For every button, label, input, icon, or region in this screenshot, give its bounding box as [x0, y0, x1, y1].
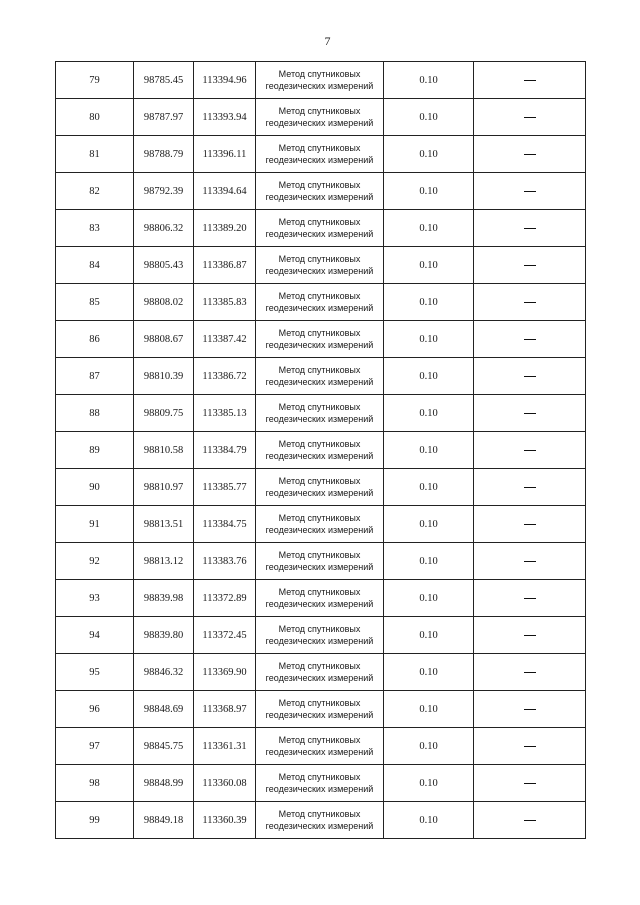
method-line-1: Метод спутниковых — [278, 365, 361, 375]
method-cell — [256, 765, 384, 802]
y-coordinate-cell: 113372.45 — [194, 617, 256, 654]
dash-mark — [524, 265, 536, 266]
method-line-2: геодезических измерений — [265, 562, 374, 572]
extra-cell — [474, 617, 586, 654]
point-number-cell: 82 — [56, 173, 134, 210]
method-line-1: Метод спутниковых — [278, 513, 361, 523]
x-coordinate-cell: 98810.97 — [134, 469, 194, 506]
accuracy-cell: 0.10 — [384, 358, 474, 395]
method-line-2: геодезических измерений — [265, 821, 374, 831]
method-cell — [256, 802, 384, 839]
extra-cell — [474, 728, 586, 765]
method-line-2: геодезических измерений — [265, 81, 374, 91]
table-row — [56, 691, 586, 728]
extra-cell — [474, 580, 586, 617]
point-number-cell: 94 — [56, 617, 134, 654]
point-number-cell: 96 — [56, 691, 134, 728]
x-coordinate-cell: 98839.80 — [134, 617, 194, 654]
x-coordinate-cell: 98845.75 — [134, 728, 194, 765]
extra-cell — [474, 469, 586, 506]
x-coordinate-cell: 98846.32 — [134, 654, 194, 691]
table-row — [56, 506, 586, 543]
method-cell — [256, 654, 384, 691]
method-line-1: Метод спутниковых — [278, 698, 361, 708]
y-coordinate-cell: 113372.89 — [194, 580, 256, 617]
y-coordinate-cell: 113368.97 — [194, 691, 256, 728]
extra-cell — [474, 358, 586, 395]
dash-mark — [524, 450, 536, 451]
accuracy-cell: 0.10 — [384, 543, 474, 580]
table-row — [56, 802, 586, 839]
y-coordinate-cell: 113393.94 — [194, 99, 256, 136]
method-cell — [256, 691, 384, 728]
point-number-cell: 86 — [56, 321, 134, 358]
method-line-2: геодезических измерений — [265, 118, 374, 128]
accuracy-cell: 0.10 — [384, 321, 474, 358]
method-line-1: Метод спутниковых — [278, 69, 361, 79]
table-row — [56, 432, 586, 469]
method-line-1: Метод спутниковых — [278, 735, 361, 745]
method-line-1: Метод спутниковых — [278, 217, 361, 227]
y-coordinate-cell: 113361.31 — [194, 728, 256, 765]
accuracy-cell: 0.10 — [384, 802, 474, 839]
y-coordinate-cell: 113384.75 — [194, 506, 256, 543]
method-line-1: Метод спутниковых — [278, 476, 361, 486]
method-cell — [256, 284, 384, 321]
extra-cell — [474, 210, 586, 247]
y-coordinate-cell: 113360.39 — [194, 802, 256, 839]
dash-mark — [524, 746, 536, 747]
y-coordinate-cell: 113360.08 — [194, 765, 256, 802]
method-line-1: Метод спутниковых — [278, 661, 361, 671]
extra-cell — [474, 321, 586, 358]
accuracy-cell: 0.10 — [384, 432, 474, 469]
point-number-cell: 84 — [56, 247, 134, 284]
extra-cell — [474, 395, 586, 432]
dash-mark — [524, 117, 536, 118]
table-row — [56, 173, 586, 210]
y-coordinate-cell: 113385.77 — [194, 469, 256, 506]
y-coordinate-cell: 113386.72 — [194, 358, 256, 395]
extra-cell — [474, 173, 586, 210]
y-coordinate-cell: 113383.76 — [194, 543, 256, 580]
x-coordinate-cell: 98813.12 — [134, 543, 194, 580]
point-number-cell: 93 — [56, 580, 134, 617]
method-line-1: Метод спутниковых — [278, 106, 361, 116]
method-line-1: Метод спутниковых — [278, 402, 361, 412]
accuracy-cell: 0.10 — [384, 173, 474, 210]
method-line-2: геодезических измерений — [265, 266, 374, 276]
extra-cell — [474, 136, 586, 173]
accuracy-cell: 0.10 — [384, 728, 474, 765]
dash-mark — [524, 783, 536, 784]
dash-mark — [524, 339, 536, 340]
point-number-cell: 92 — [56, 543, 134, 580]
method-cell — [256, 580, 384, 617]
dash-mark — [524, 376, 536, 377]
accuracy-cell: 0.10 — [384, 580, 474, 617]
dash-mark — [524, 80, 536, 81]
table-row — [56, 210, 586, 247]
method-cell — [256, 432, 384, 469]
dash-mark — [524, 598, 536, 599]
x-coordinate-cell: 98787.97 — [134, 99, 194, 136]
method-line-1: Метод спутниковых — [278, 254, 361, 264]
method-cell — [256, 210, 384, 247]
point-number-cell: 98 — [56, 765, 134, 802]
method-cell — [256, 62, 384, 99]
point-number-cell: 85 — [56, 284, 134, 321]
method-cell — [256, 99, 384, 136]
method-line-2: геодезических измерений — [265, 414, 374, 424]
x-coordinate-cell: 98810.39 — [134, 358, 194, 395]
table-row — [56, 654, 586, 691]
x-coordinate-cell: 98848.99 — [134, 765, 194, 802]
y-coordinate-cell: 113384.79 — [194, 432, 256, 469]
x-coordinate-cell: 98813.51 — [134, 506, 194, 543]
accuracy-cell: 0.10 — [384, 99, 474, 136]
table-row — [56, 765, 586, 802]
y-coordinate-cell: 113385.83 — [194, 284, 256, 321]
method-line-1: Метод спутниковых — [278, 550, 361, 560]
method-line-2: геодезических измерений — [265, 229, 374, 239]
table-row — [56, 321, 586, 358]
method-line-2: геодезических измерений — [265, 636, 374, 646]
dash-mark — [524, 413, 536, 414]
extra-cell — [474, 802, 586, 839]
dash-mark — [524, 191, 536, 192]
y-coordinate-cell: 113387.42 — [194, 321, 256, 358]
method-cell — [256, 469, 384, 506]
method-line-1: Метод спутниковых — [278, 772, 361, 782]
y-coordinate-cell: 113396.11 — [194, 136, 256, 173]
extra-cell — [474, 247, 586, 284]
method-line-2: геодезических измерений — [265, 303, 374, 313]
coordinates-table-body — [56, 62, 586, 839]
table-row — [56, 469, 586, 506]
table-row — [56, 395, 586, 432]
table-row — [56, 62, 586, 99]
accuracy-cell: 0.10 — [384, 654, 474, 691]
x-coordinate-cell: 98808.02 — [134, 284, 194, 321]
x-coordinate-cell: 98808.67 — [134, 321, 194, 358]
dash-mark — [524, 154, 536, 155]
method-cell — [256, 506, 384, 543]
extra-cell — [474, 62, 586, 99]
method-line-2: геодезических измерений — [265, 784, 374, 794]
dash-mark — [524, 635, 536, 636]
point-number-cell: 91 — [56, 506, 134, 543]
accuracy-cell: 0.10 — [384, 765, 474, 802]
point-number-cell: 95 — [56, 654, 134, 691]
point-number-cell: 81 — [56, 136, 134, 173]
method-line-1: Метод спутниковых — [278, 180, 361, 190]
method-line-2: геодезических измерений — [265, 525, 374, 535]
accuracy-cell: 0.10 — [384, 136, 474, 173]
method-line-2: геодезических измерений — [265, 747, 374, 757]
method-cell — [256, 173, 384, 210]
method-line-1: Метод спутниковых — [278, 143, 361, 153]
method-line-1: Метод спутниковых — [278, 439, 361, 449]
dash-mark — [524, 487, 536, 488]
method-line-1: Метод спутниковых — [278, 624, 361, 634]
point-number-cell: 89 — [56, 432, 134, 469]
method-cell — [256, 321, 384, 358]
y-coordinate-cell: 113385.13 — [194, 395, 256, 432]
x-coordinate-cell: 98805.43 — [134, 247, 194, 284]
method-cell — [256, 728, 384, 765]
extra-cell — [474, 765, 586, 802]
accuracy-cell: 0.10 — [384, 617, 474, 654]
method-line-1: Метод спутниковых — [278, 809, 361, 819]
table-row — [56, 580, 586, 617]
dash-mark — [524, 228, 536, 229]
method-line-2: геодезических измерений — [265, 340, 374, 350]
table-row — [56, 543, 586, 580]
method-cell — [256, 136, 384, 173]
table-row — [56, 136, 586, 173]
point-number-cell: 97 — [56, 728, 134, 765]
y-coordinate-cell: 113386.87 — [194, 247, 256, 284]
accuracy-cell: 0.10 — [384, 62, 474, 99]
x-coordinate-cell: 98849.18 — [134, 802, 194, 839]
method-line-2: геодезических измерений — [265, 192, 374, 202]
method-line-1: Метод спутниковых — [278, 587, 361, 597]
method-cell — [256, 247, 384, 284]
method-line-2: геодезических измерений — [265, 488, 374, 498]
point-number-cell: 88 — [56, 395, 134, 432]
accuracy-cell: 0.10 — [384, 247, 474, 284]
x-coordinate-cell: 98785.45 — [134, 62, 194, 99]
point-number-cell: 80 — [56, 99, 134, 136]
dash-mark — [524, 302, 536, 303]
method-line-1: Метод спутниковых — [278, 328, 361, 338]
x-coordinate-cell: 98848.69 — [134, 691, 194, 728]
extra-cell — [474, 654, 586, 691]
y-coordinate-cell: 113369.90 — [194, 654, 256, 691]
table-row — [56, 728, 586, 765]
method-line-1: Метод спутниковых — [278, 291, 361, 301]
point-number-cell: 90 — [56, 469, 134, 506]
accuracy-cell: 0.10 — [384, 284, 474, 321]
method-line-2: геодезических измерений — [265, 710, 374, 720]
table-row — [56, 284, 586, 321]
method-cell — [256, 617, 384, 654]
x-coordinate-cell: 98788.79 — [134, 136, 194, 173]
x-coordinate-cell: 98810.58 — [134, 432, 194, 469]
extra-cell — [474, 432, 586, 469]
extra-cell — [474, 99, 586, 136]
accuracy-cell: 0.10 — [384, 691, 474, 728]
accuracy-cell: 0.10 — [384, 395, 474, 432]
x-coordinate-cell: 98809.75 — [134, 395, 194, 432]
accuracy-cell: 0.10 — [384, 210, 474, 247]
page-number: 7 — [324, 34, 331, 48]
extra-cell — [474, 543, 586, 580]
x-coordinate-cell: 98839.98 — [134, 580, 194, 617]
method-cell — [256, 358, 384, 395]
accuracy-cell: 0.10 — [384, 506, 474, 543]
dash-mark — [524, 820, 536, 821]
method-cell — [256, 543, 384, 580]
method-line-2: геодезических измерений — [265, 599, 374, 609]
x-coordinate-cell: 98806.32 — [134, 210, 194, 247]
method-line-2: геодезических измерений — [265, 377, 374, 387]
method-line-2: геодезических измерений — [265, 673, 374, 683]
point-number-cell: 87 — [56, 358, 134, 395]
point-number-cell: 79 — [56, 62, 134, 99]
dash-mark — [524, 672, 536, 673]
x-coordinate-cell: 98792.39 — [134, 173, 194, 210]
coordinates-table — [55, 61, 586, 839]
method-line-2: геодезических измерений — [265, 451, 374, 461]
dash-mark — [524, 524, 536, 525]
dash-mark — [524, 561, 536, 562]
extra-cell — [474, 506, 586, 543]
table-row — [56, 99, 586, 136]
method-line-2: геодезических измерений — [265, 155, 374, 165]
table-row — [56, 358, 586, 395]
method-cell — [256, 395, 384, 432]
dash-mark — [524, 709, 536, 710]
table-row — [56, 617, 586, 654]
table-row — [56, 247, 586, 284]
accuracy-cell: 0.10 — [384, 469, 474, 506]
y-coordinate-cell: 113389.20 — [194, 210, 256, 247]
point-number-cell: 83 — [56, 210, 134, 247]
y-coordinate-cell: 113394.96 — [194, 62, 256, 99]
extra-cell — [474, 691, 586, 728]
extra-cell — [474, 284, 586, 321]
point-number-cell: 99 — [56, 802, 134, 839]
y-coordinate-cell: 113394.64 — [194, 173, 256, 210]
